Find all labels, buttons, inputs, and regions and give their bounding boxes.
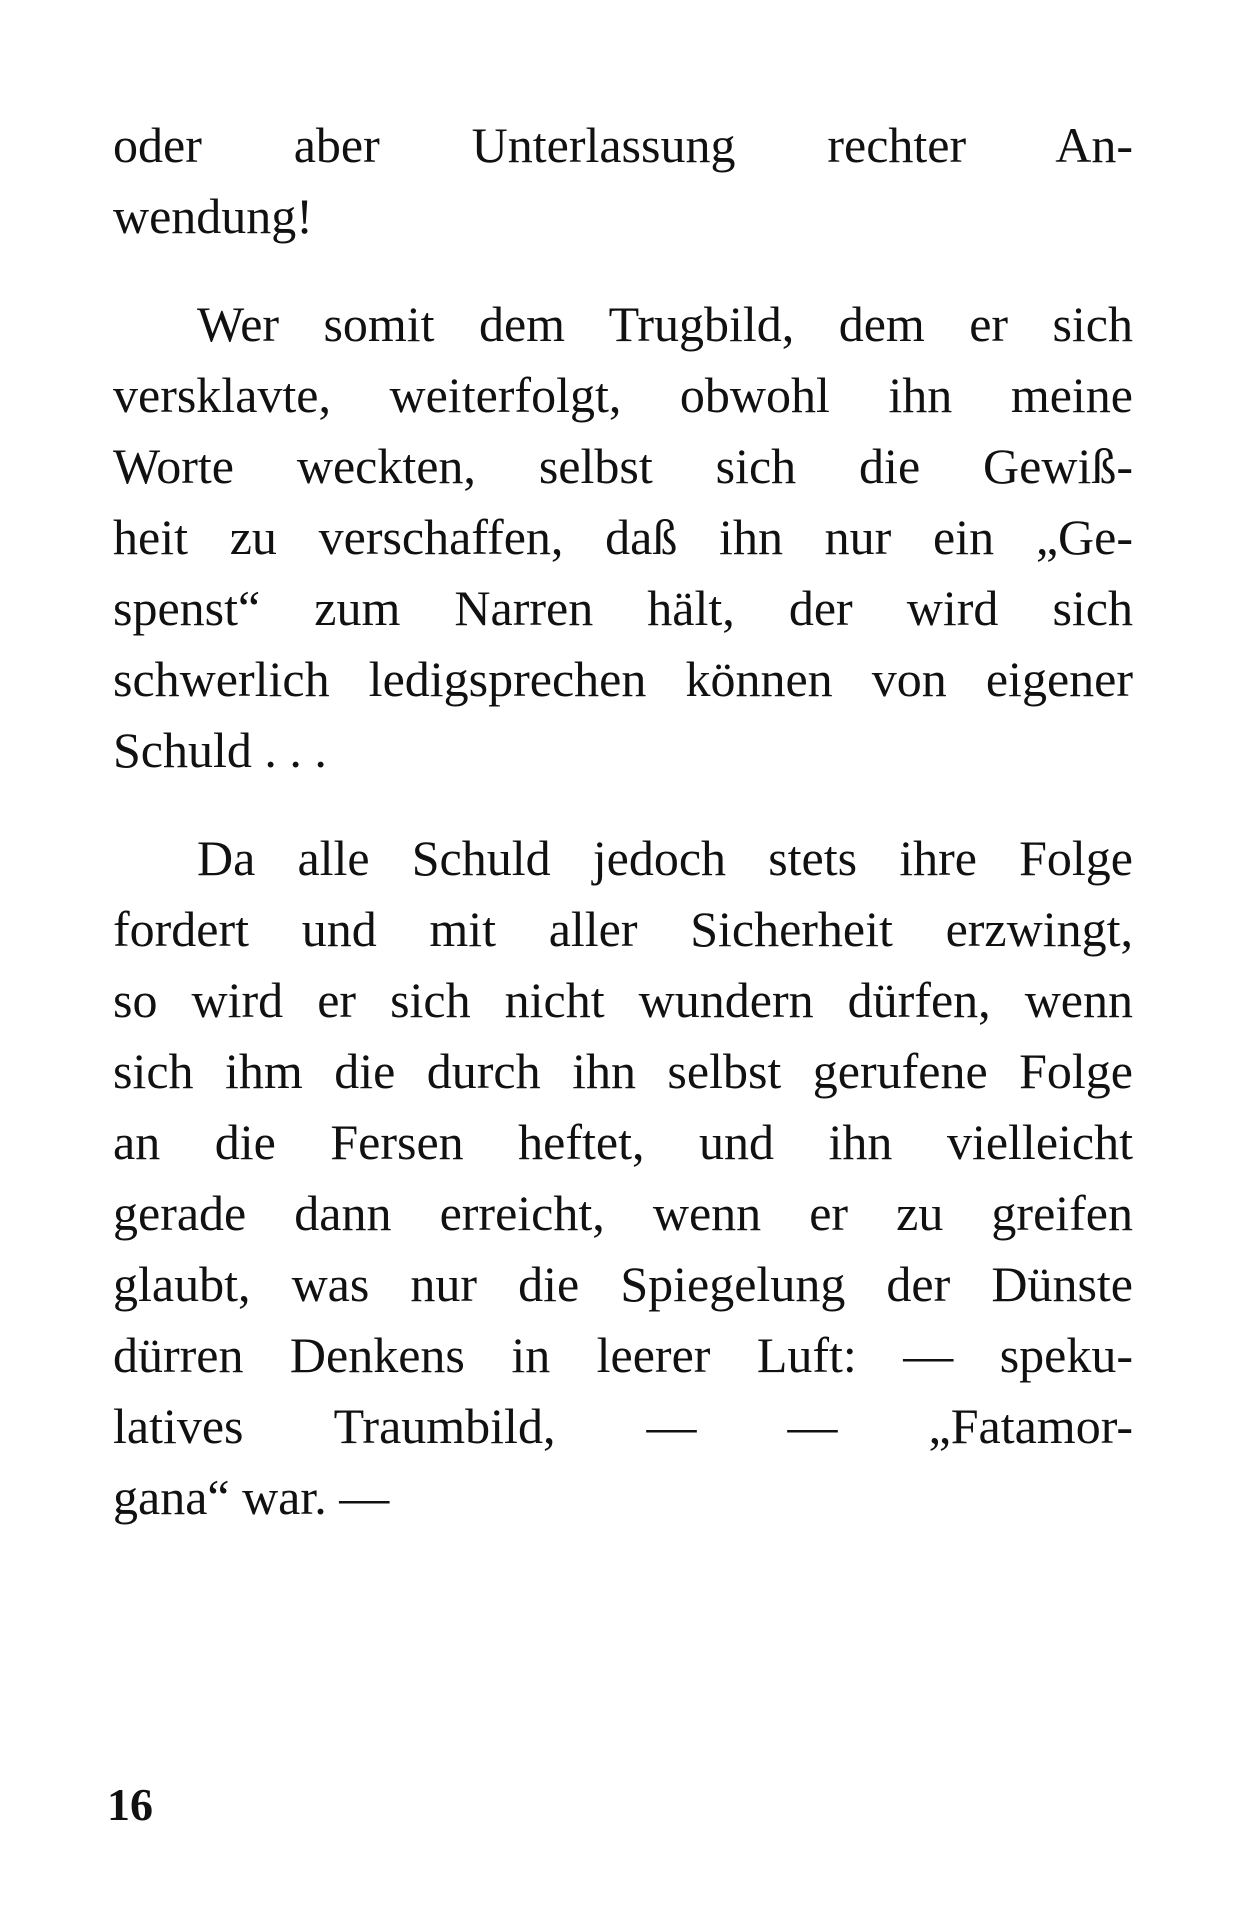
text-line: fordert und mit aller Sicherheit erzwingt, xyxy=(113,901,1133,957)
text-line: Worte weckten, selbst sich die Gewiß- xyxy=(113,438,1133,494)
text-line: Wer somit dem Trugbild, dem er sich xyxy=(197,296,1133,352)
text-line: oder aber Unterlassung rechter An- xyxy=(113,117,1133,173)
paragraph xyxy=(113,110,1133,252)
body-text xyxy=(113,110,1133,1533)
text-line: so wird er sich nicht wundern dürfen, wenn xyxy=(113,972,1133,1028)
text-line: glaubt, was nur die Spiegelung der Dünste xyxy=(113,1256,1133,1312)
paragraph xyxy=(113,289,1133,786)
text-line: Da alle Schuld jedoch stets ihre Folge xyxy=(197,830,1133,886)
paragraph xyxy=(113,823,1133,1533)
text-line: dürren Denkens in leerer Luft: — speku- xyxy=(113,1327,1133,1383)
text-line: gana“ war. — xyxy=(113,1469,390,1525)
page-number: 16 xyxy=(107,1779,153,1830)
paragraph-gap xyxy=(113,252,1133,289)
text-line: heit zu verschaffen, daß ihn nur ein „Ge- xyxy=(113,509,1133,565)
text-line: Schuld . . . xyxy=(113,722,327,778)
text-line: spenst“ zum Narren hält, der wird sich xyxy=(113,580,1133,636)
text-line: sich ihm die durch ihn selbst gerufene Folge xyxy=(113,1043,1133,1099)
text-line: versklavte, weiterfolgt, obwohl ihn meine xyxy=(113,367,1133,423)
text-line: gerade dann erreicht, wenn er zu greifen xyxy=(113,1185,1133,1241)
text-line: an die Fersen heftet, und ihn vielleicht xyxy=(113,1114,1133,1170)
text-line: latives Traumbild, — — „Fatamor- xyxy=(113,1398,1133,1454)
text-line: wendung! xyxy=(113,188,313,244)
paragraph-gap xyxy=(113,786,1133,823)
text-line: schwerlich ledigsprechen können von eigener xyxy=(113,651,1133,707)
